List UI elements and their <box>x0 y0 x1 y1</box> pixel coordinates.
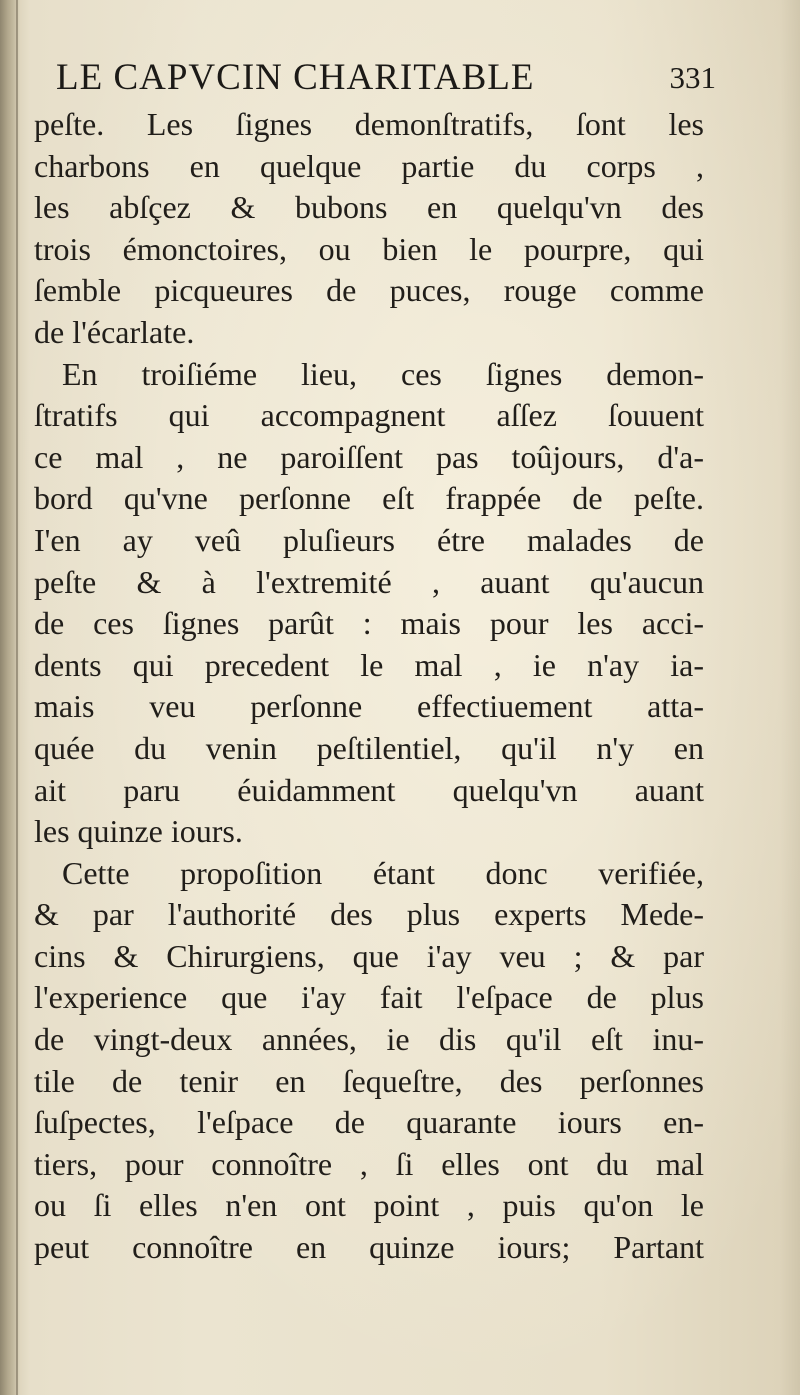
text-line: les abſçez & bubons en quelqu'vn des <box>34 189 704 226</box>
text-line: ſuſpectes, l'eſpace de quarante iours en- <box>34 1104 704 1141</box>
text-line: ce mal , ne paroiſſent pas toûjours, d'a- <box>34 438 704 475</box>
text-line: tile de tenir en ſequeſtre, des perſonnes <box>34 1062 704 1099</box>
text-line: ſtratifs qui accompagnent aſſez ſouuent <box>34 397 704 434</box>
text-line: mais veu perſonne effectiuement atta- <box>34 688 704 725</box>
text-line: tiers, pour connoître , ſi elles ont du mal <box>34 1145 704 1182</box>
text-line: & par l'authorité des plus experts Mede- <box>34 896 704 933</box>
text-line: ait paru éuidamment quelqu'vn auant <box>34 771 704 808</box>
text-line: peut connoître en quinze iours; Partant <box>34 1229 704 1266</box>
text-line: dents qui precedent le mal , ie n'ay ia- <box>34 646 704 683</box>
text-line: l'experience que i'ay fait l'eſpace de plus <box>34 979 704 1016</box>
running-header <box>56 56 716 110</box>
text-line: les quinze iours. <box>34 813 243 850</box>
text-line: ou ſi elles n'en ont point , puis qu'on le <box>34 1187 704 1224</box>
page-number: 331 <box>669 60 716 95</box>
text-line: trois émonctoires, ou bien le pourpre, qui <box>34 230 704 267</box>
text-line: de l'écarlate. <box>34 313 195 350</box>
text-line: de ces ſignes parût : mais pour les acci- <box>34 605 704 642</box>
text-line: I'en ay veû pluſieurs étre malades de <box>34 521 704 558</box>
text-line: En troiſiéme lieu, ces ſignes demon- <box>62 355 704 392</box>
text-line: Cette propoſition étant donc verifiée, <box>62 854 704 891</box>
page-edge <box>16 0 18 1395</box>
body-text <box>34 104 704 1269</box>
text-line: charbons en quelque partie du corps , <box>34 147 704 184</box>
text-line: quée du venin peſtilentiel, qu'il n'y en <box>34 729 704 766</box>
text-line: cins & Chirurgiens, que i'ay veu ; & par <box>34 937 704 974</box>
text-line: bord qu'vne perſonne eſt frappée de peſte. <box>34 480 704 517</box>
text-line: peſte & à l'extremité , auant qu'aucun <box>34 563 704 600</box>
text-line: peſte. Les ſignes demonſtratifs, ſont les <box>34 106 704 142</box>
running-title: LE CAPVCIN CHARITABLE <box>56 57 535 98</box>
text-line: ſemble picqueures de puces, rouge comme <box>34 272 704 309</box>
text-line: de vingt-deux années, ie dis qu'il eſt inu- <box>34 1021 704 1058</box>
